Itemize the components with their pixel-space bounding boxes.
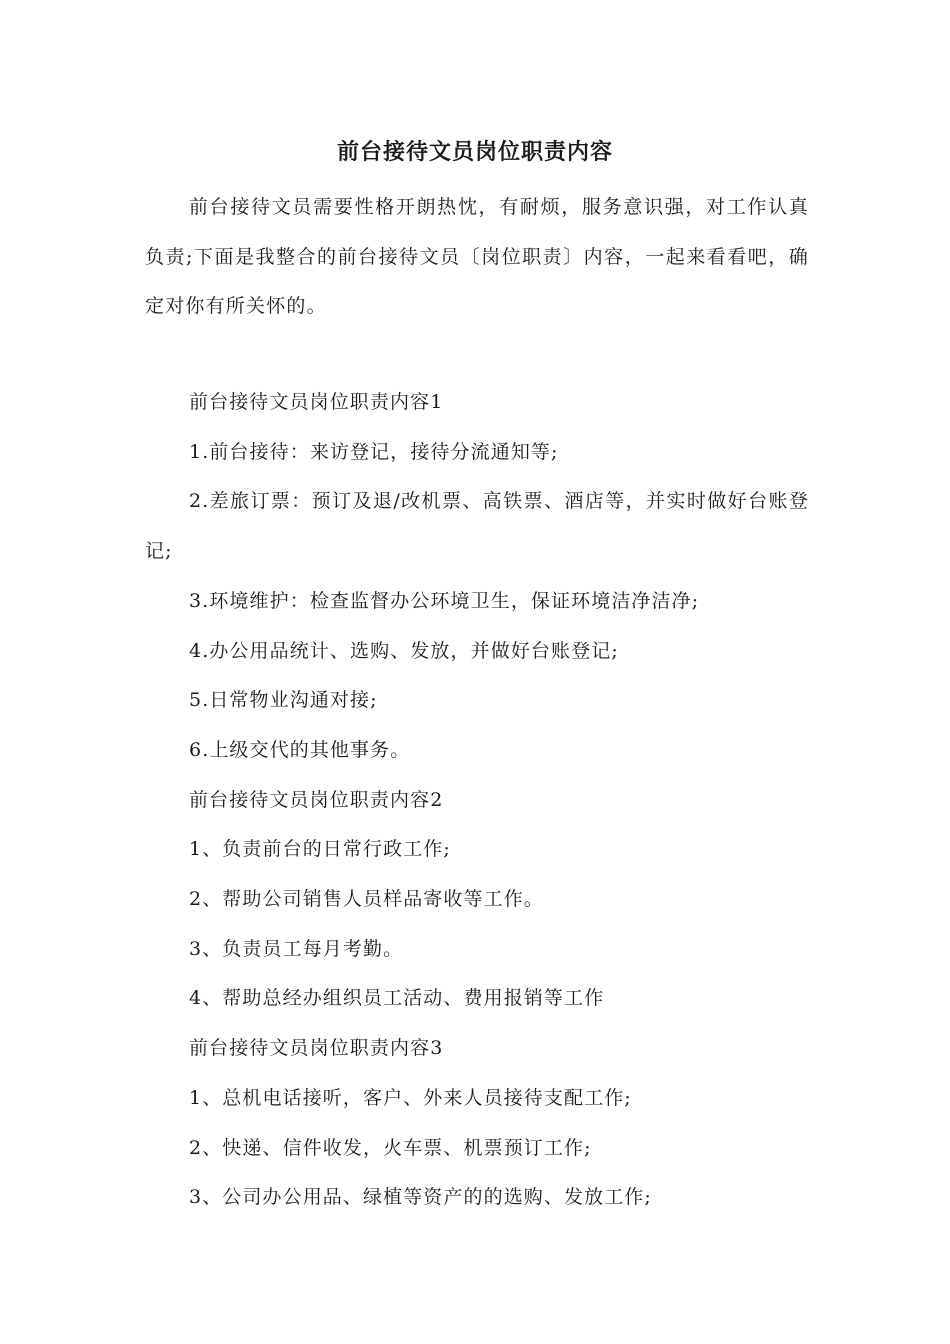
document-title: 前台接待文员岗位职责内容 [336, 139, 613, 165]
section3-item-1: 1、总机电话接听，客户、外来人员接待支配工作; [189, 1086, 632, 1109]
section2-item-4: 4、帮助总经办组织员工活动、费用报销等工作 [189, 987, 605, 1010]
section-heading-2: 前台接待文员岗位职责内容2 [189, 788, 444, 811]
section1-item-2: 2.差旅订票：预订及退/改机票、高铁票、酒店等，并实时做好台账登记; [145, 490, 809, 563]
section-heading-3: 前台接待文员岗位职责内容3 [189, 1037, 444, 1060]
section2-item-3: 3、负责员工每月考勤。 [189, 937, 404, 960]
section2-item-2: 2、帮助公司销售人员样品寄收等工作。 [189, 888, 544, 911]
intro-paragraph: 前台接待文员需要性格开朗热忱，有耐烦，服务意识强，对工作认真负责;下面是我整合的前台接待文员〔岗位职责〕内容，一起来看看吧，确定对你有所关怀的。 [145, 196, 809, 317]
section1-item-3: 3.环境维护：检查监督办公环境卫生，保证环境洁净洁净; [189, 589, 700, 612]
section3-item-3: 3、公司办公用品、绿植等资产的的选购、发放工作; [189, 1186, 652, 1209]
section1-item-5: 5.日常物业沟通对接; [189, 689, 378, 712]
section1-item-6: 6.上级交代的其他事务。 [189, 738, 411, 761]
section1-item-4: 4.办公用品统计、选购、发放，并做好台账登记; [189, 639, 619, 662]
section3-item-2: 2、快递、信件收发，火车票、机票预订工作; [189, 1136, 592, 1159]
document-body [145, 378, 809, 1223]
section2-item-1: 1、负责前台的日常行政工作; [189, 838, 451, 861]
section-heading-1: 前台接待文员岗位职责内容1 [189, 391, 444, 413]
section1-item-1: 1.前台接待：来访登记，接待分流通知等; [189, 440, 559, 463]
